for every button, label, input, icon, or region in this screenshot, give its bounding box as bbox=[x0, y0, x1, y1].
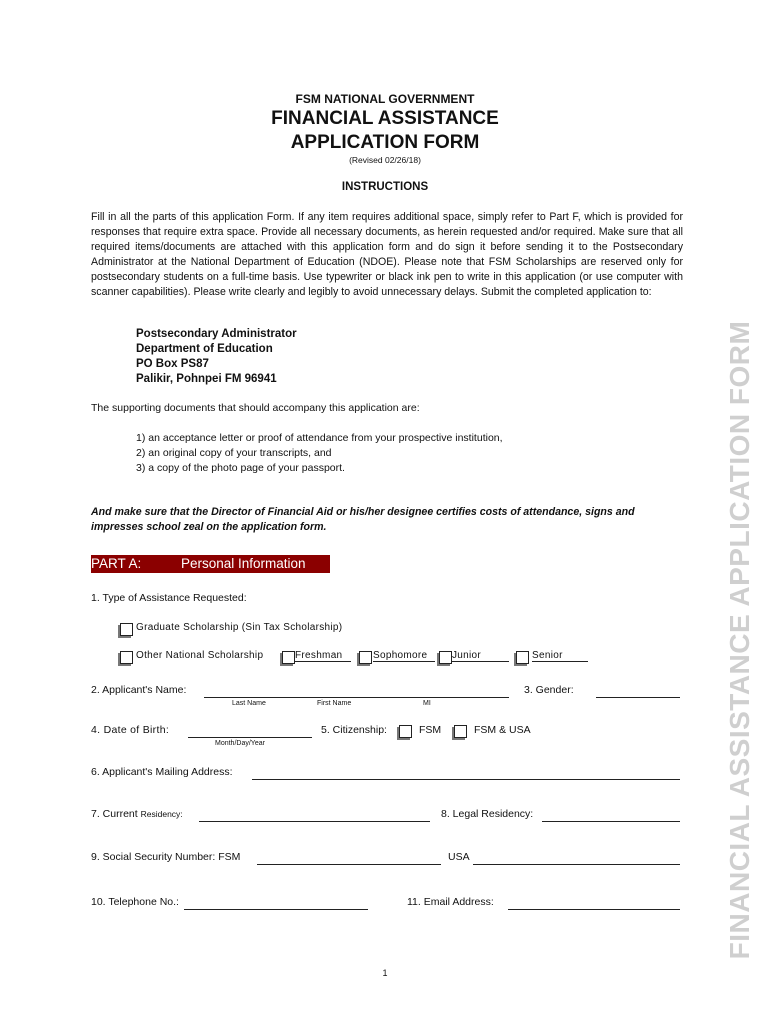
graduate-scholarship-label: Graduate Scholarship (Sin Tax Scholarship) bbox=[136, 622, 343, 633]
q3-label: 3. Gender: bbox=[524, 684, 574, 696]
docs-item: 1) an acceptance letter or proof of attendance from your prospective institution, bbox=[136, 432, 503, 444]
other-scholarship-label: Other National Scholarship bbox=[136, 650, 264, 661]
address-line: Department of Education bbox=[136, 343, 273, 355]
current-residency-field[interactable] bbox=[199, 821, 430, 822]
senior-label: Senior bbox=[532, 650, 588, 662]
form-title-line1: FINANCIAL ASSISTANCE bbox=[271, 108, 499, 129]
q11-label: 11. Email Address: bbox=[407, 896, 494, 908]
freshman-checkbox[interactable] bbox=[282, 651, 295, 664]
legal-residency-field[interactable] bbox=[542, 821, 680, 822]
q7-label-part2: Residency: bbox=[140, 809, 183, 819]
dob-hint: Month/Day/Year bbox=[215, 740, 265, 747]
mi-hint: MI bbox=[423, 700, 431, 707]
address-line: PO Box PS87 bbox=[136, 358, 209, 370]
junior-checkbox[interactable] bbox=[439, 651, 452, 664]
sophomore-checkbox[interactable] bbox=[359, 651, 372, 664]
docs-item: 3) a copy of the photo page of your passport. bbox=[136, 462, 345, 474]
citizenship-fsm-usa-label: FSM & USA bbox=[474, 724, 531, 736]
q9-label: 9. Social Security Number: FSM bbox=[91, 851, 241, 863]
docs-list bbox=[136, 431, 503, 476]
applicant-name-field[interactable] bbox=[204, 697, 509, 698]
form-title-line2: APPLICATION FORM bbox=[290, 132, 480, 153]
last-name-hint: Last Name bbox=[232, 700, 266, 707]
instructions-paragraph: Fill in all the parts of this application Form. If any item requires additional space, simply refer to Part F, which is provided for responses that require extra space. Provide all necessary documents, as herein requested and/or required. Make sure that all required items/documents are attached with this application form and do sign it before sending it to the Postsecondary Administrator at the National Department of Education (NDOE). Please note that FSM Scholarships are reserved only for postsecondary students on a full-time basis. Use typewriter or black ink pen to write in this application (or use computer with scanner capabilities). Please write clearly and legibly to avoid unnecessary delays. Submit the completed application to: bbox=[91, 211, 683, 298]
part-a-title: Personal Information bbox=[181, 556, 306, 571]
date-of-birth-field[interactable] bbox=[188, 737, 312, 738]
form-title bbox=[0, 107, 770, 155]
senior-checkbox[interactable] bbox=[516, 651, 529, 664]
part-a-banner bbox=[91, 555, 330, 573]
q4-label: 4. Date of Birth: bbox=[91, 724, 170, 736]
q2-label: 2. Applicant's Name: bbox=[91, 684, 187, 696]
side-banner-text: FINANCIAL ASSISTANCE APPLICATION FORM bbox=[724, 320, 755, 960]
graduate-scholarship-checkbox[interactable] bbox=[120, 623, 133, 636]
page-number: 1 bbox=[382, 968, 388, 978]
q6-label: 6. Applicant's Mailing Address: bbox=[91, 766, 233, 778]
q9-usa-label: USA bbox=[448, 851, 470, 863]
mailing-address-field[interactable] bbox=[252, 779, 680, 780]
ssn-usa-field[interactable] bbox=[473, 864, 680, 865]
address-line: Postsecondary Administrator bbox=[136, 328, 297, 340]
revised-date: (Revised 02/26/18) bbox=[349, 155, 421, 165]
q10-label: 10. Telephone No.: bbox=[91, 896, 179, 908]
instructions-heading: INSTRUCTIONS bbox=[341, 181, 429, 193]
address-line: Palikir, Pohnpei FM 96941 bbox=[136, 373, 277, 385]
first-name-hint: First Name bbox=[317, 700, 352, 707]
ssn-fsm-field[interactable] bbox=[257, 864, 441, 865]
docs-intro: The supporting documents that should accompany this application are: bbox=[91, 402, 420, 414]
citizenship-fsm-usa-checkbox[interactable] bbox=[454, 725, 467, 738]
citizenship-fsm-checkbox[interactable] bbox=[399, 725, 412, 738]
q8-label: 8. Legal Residency: bbox=[441, 808, 534, 820]
email-field[interactable] bbox=[508, 909, 680, 910]
junior-label: Junior bbox=[452, 650, 509, 662]
telephone-field[interactable] bbox=[184, 909, 368, 910]
org-name: FSM NATIONAL GOVERNMENT bbox=[295, 92, 475, 106]
mailing-address-block bbox=[136, 327, 297, 387]
q1-label: 1. Type of Assistance Requested: bbox=[91, 592, 247, 604]
freshman-label: Freshman bbox=[295, 650, 351, 662]
part-a-label: PART A: bbox=[91, 556, 142, 571]
other-scholarship-checkbox[interactable] bbox=[120, 651, 133, 664]
gender-field[interactable] bbox=[596, 697, 680, 698]
q5-label: 5. Citizenship: bbox=[321, 724, 387, 736]
q7-label bbox=[91, 808, 183, 820]
citizenship-fsm-label: FSM bbox=[419, 724, 442, 736]
q7-label-part1: 7. Current bbox=[91, 808, 138, 820]
certification-note: And make sure that the Director of Financial Aid or his/her designee certifies costs of attendance, signs and impresses school zeal on the application form. bbox=[91, 506, 635, 533]
docs-item: 2) an original copy of your transcripts, and bbox=[136, 447, 332, 459]
sophomore-label: Sophomore bbox=[373, 650, 435, 662]
